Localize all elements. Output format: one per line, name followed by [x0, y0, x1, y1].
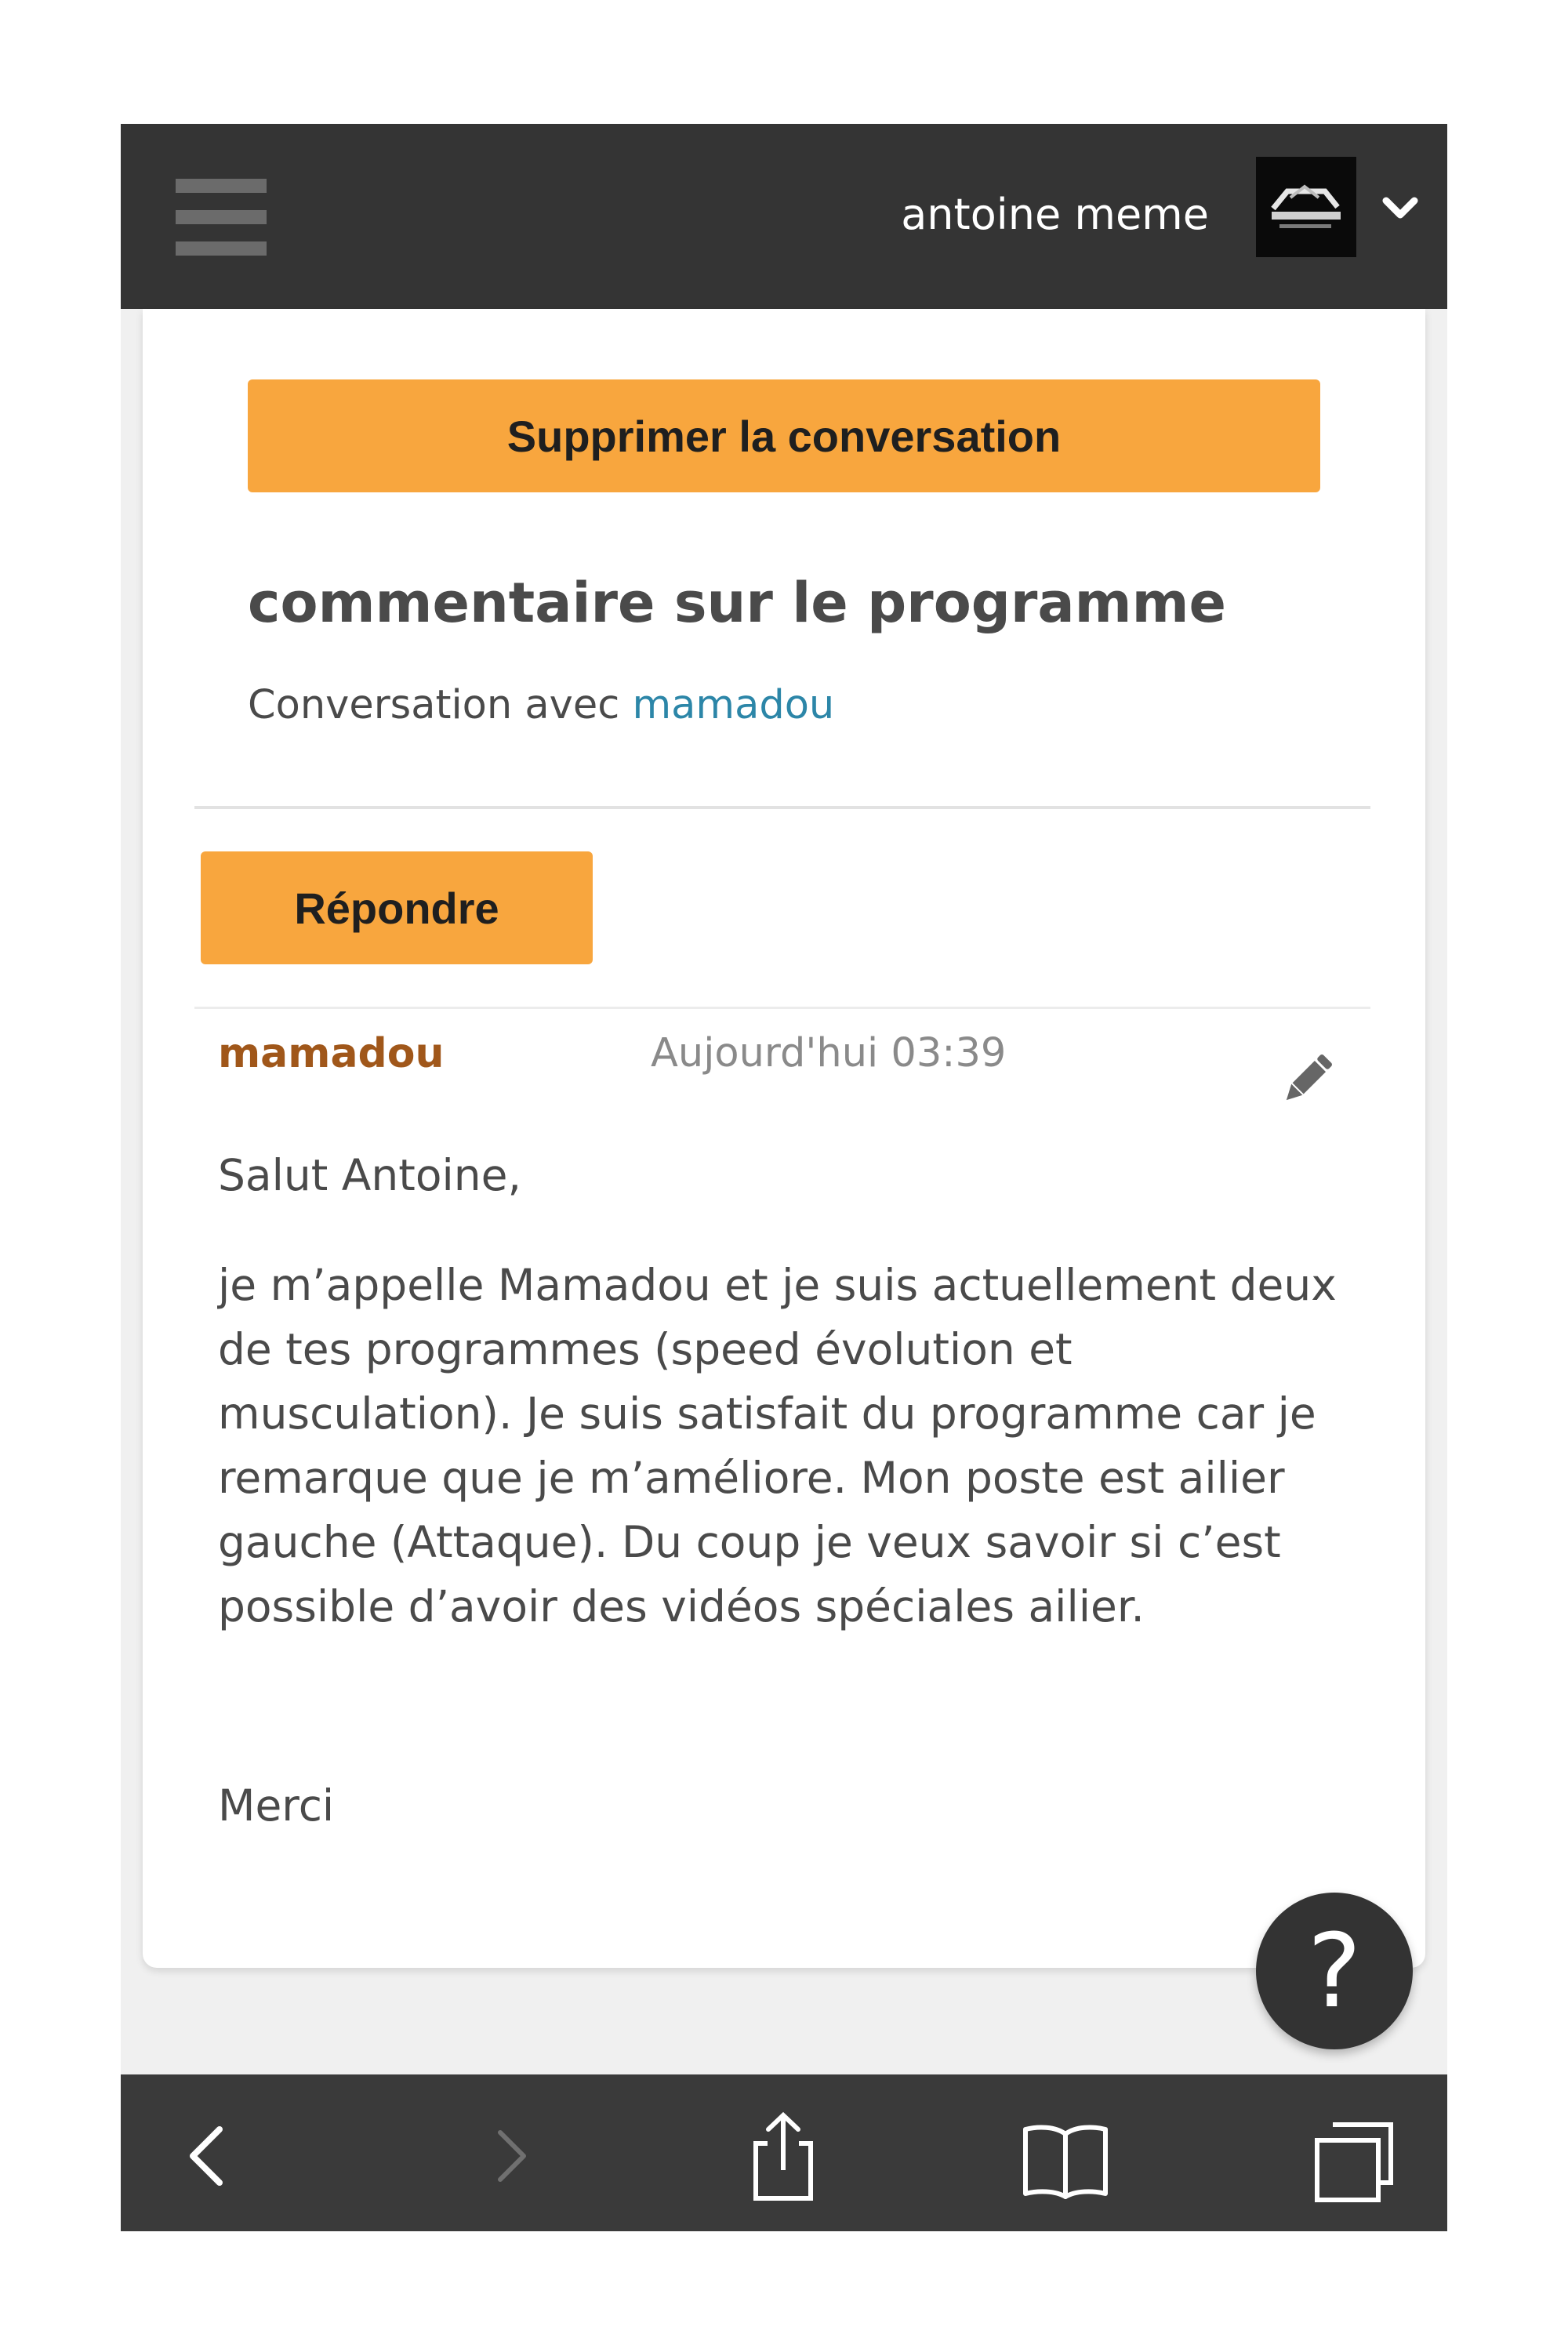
message-author[interactable]: mamadou [218, 1030, 445, 1077]
message-greeting: Salut Antoine, [218, 1150, 521, 1200]
top-bar [121, 124, 1447, 309]
message-body: je m’appelle Mamadou et je suis actuellement deux de tes programmes (speed évolution et musculation). Je suis satisfait du programme car je remarque que je m’améliore. Mon poste est ailier gauche (Attaque). Du coup je veux savoir si c’est possible d’avoir des vidéos spéciales ailier. [218, 1260, 1337, 1632]
username[interactable]: antoine meme [901, 190, 1209, 239]
divider [194, 1007, 1370, 1009]
chevron-down-icon[interactable] [1378, 187, 1422, 230]
app-screen [121, 124, 1447, 2231]
pencil-icon[interactable] [1275, 1047, 1339, 1112]
participant-link[interactable]: mamadou [632, 682, 835, 728]
tabs-icon[interactable] [1303, 2106, 1405, 2208]
conversation-title: commentaire sur le programme [248, 571, 1227, 635]
conversation-with-label: Conversation avec [248, 682, 620, 728]
message-timestamp: Aujourd'hui 03:39 [651, 1030, 1007, 1076]
conversation-card [143, 309, 1425, 1968]
hamburger-menu-icon[interactable] [176, 174, 267, 260]
share-icon[interactable] [732, 2106, 834, 2208]
forward-arrow-icon[interactable] [458, 2106, 560, 2208]
delete-conversation-button[interactable]: Supprimer la conversation [248, 379, 1320, 492]
reply-button[interactable]: Répondre [201, 851, 593, 964]
bookmarks-book-icon[interactable] [1014, 2106, 1116, 2208]
user-avatar[interactable] [1256, 157, 1356, 257]
divider [194, 806, 1370, 809]
browser-toolbar [121, 2074, 1447, 2231]
conversation-participants [248, 682, 834, 728]
message-closing: Merci [218, 1780, 335, 1831]
help-button[interactable] [1256, 1893, 1413, 2049]
help-question-icon: ? [1307, 1911, 1362, 2031]
back-arrow-icon[interactable] [160, 2106, 262, 2208]
